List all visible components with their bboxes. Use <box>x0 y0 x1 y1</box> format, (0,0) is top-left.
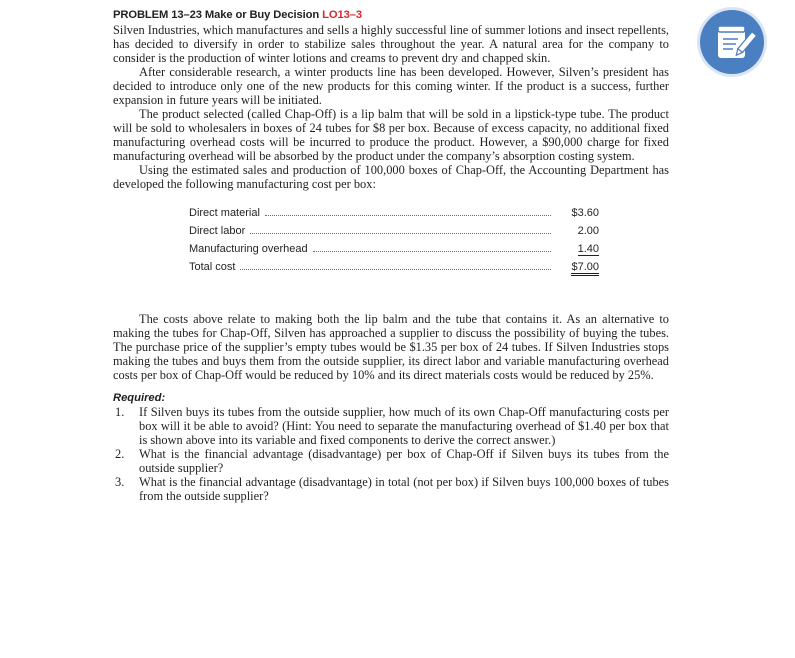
paragraph-estimate: Using the estimated sales and production of 100,000 boxes of Chap-Off, the Accounting Department has developed the following manufacturing cost per box: <box>113 163 669 191</box>
cost-value: $3.60 <box>571 207 599 219</box>
cost-label: Total cost <box>189 261 236 273</box>
paragraph-intro: Silven Industries, which manufactures and sells a highly successful line of summer lotions and insect repellents, has decided to diversify in order to stabilize sales throughout the year. A natural area for the company to consider is the production of winter lotions and creams to prevent dry and chapped skin. <box>113 23 669 65</box>
problem-header: PROBLEM 13–23 Make or Buy Decision <box>113 9 320 21</box>
notebook-pencil-icon-graphic <box>700 10 764 74</box>
item-number: 1. <box>115 405 125 419</box>
required-heading: Required: <box>113 392 166 404</box>
required-list <box>113 405 669 503</box>
notebook-pencil-icon <box>700 10 764 74</box>
item-number: 2. <box>115 447 125 461</box>
dot-leader <box>265 215 551 216</box>
paragraph-product: The product selected (called Chap-Off) is a lip balm that will be sold in a lipstick-type tube. The product will be sold to wholesalers in boxes of 24 tubes for $8 per box. Because of excess capacity, no additional fixed manufacturing overhead costs will be incurred to produce the product. However, a $90,000 charge for fixed manufacturing overhead will be absorbed by the product under the company’s absorption costing system. <box>113 107 669 163</box>
cost-value: 1.40 <box>577 243 599 255</box>
paragraph-alternative: The costs above relate to making both the lip balm and the tube that contains it. As an alternative to making the tubes for Chap-Off, Silven has approached a supplier to discuss the possibility of buying the tubes. The purchase price of the supplier’s empty tubes would be $1.35 per box of 24 tubes. If Silven Industries stops making the tubes and buys them from the outside supplier, its direct labor and variable manufacturing overhead costs per box of Chap-Off would be reduced by 10% and its direct materials costs would be reduced by 25%. <box>113 312 669 382</box>
cost-label: Manufacturing overhead <box>189 243 308 255</box>
problem-title <box>113 8 669 22</box>
cost-value: $7.00 <box>571 261 599 276</box>
learning-objective-link[interactable]: LO13–3 <box>322 9 362 21</box>
cost-row-direct-labor <box>189 222 599 240</box>
spacer <box>113 276 669 312</box>
cost-label: Direct labor <box>189 225 246 237</box>
required-item <box>113 475 669 503</box>
item-text: If Silven buys its tubes from the outside supplier, how much of its own Chap-Off manufacturing costs per box will it be able to avoid? (Hint: You need to separate the manufacturing overhead of $1.40 per box that is shown above into its variable and fixed components to derive the correct answer.) <box>139 405 669 447</box>
cost-value: 2.00 <box>577 225 599 237</box>
item-number: 3. <box>115 475 125 489</box>
item-text: What is the financial advantage (disadvantage) in total (not per box) if Silven buys 100,000 boxes of tubes from the outside supplier? <box>139 475 669 503</box>
cost-row-manufacturing-overhead <box>189 240 599 258</box>
problem-page <box>113 8 669 503</box>
dot-leader <box>240 269 551 270</box>
cost-row-total-cost <box>189 258 599 276</box>
paragraph-research: After considerable research, a winter products line has been developed. However, Silven’s president has decided to introduce only one of the new products for this coming winter. If the product is a success, further expansion in future years will be initiated. <box>113 65 669 107</box>
cost-table <box>189 204 599 276</box>
cost-row-direct-material <box>189 204 599 222</box>
required-item <box>113 447 669 475</box>
item-text: What is the financial advantage (disadvantage) per box of Chap-Off if Silven buys its tubes from the outside supplier? <box>139 447 669 475</box>
cost-label: Direct material <box>189 207 260 219</box>
required-item <box>113 405 669 447</box>
dot-leader <box>313 251 551 252</box>
dot-leader <box>250 233 551 234</box>
